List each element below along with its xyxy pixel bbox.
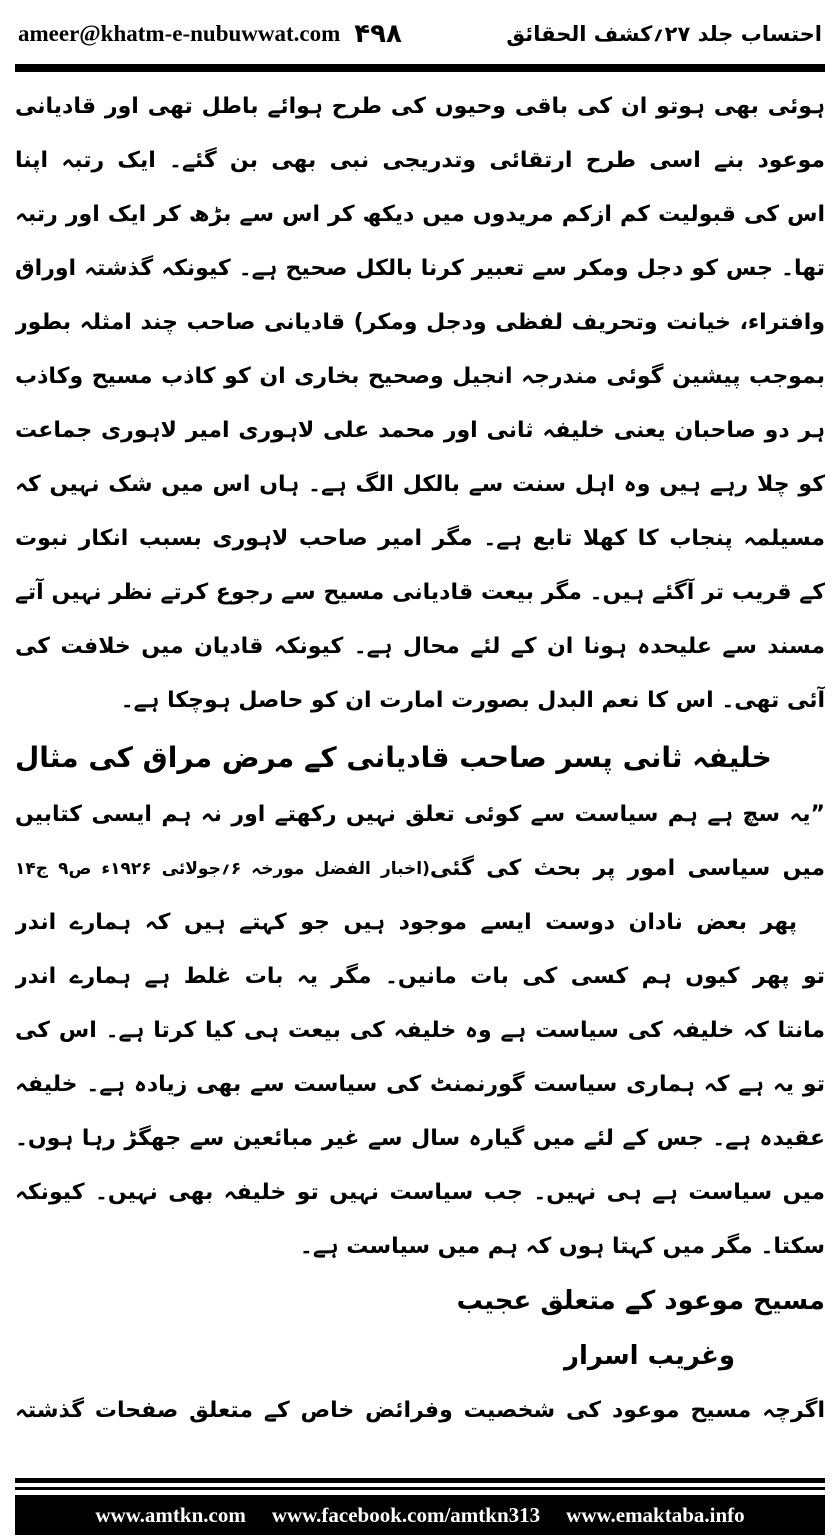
text-line: میں سیاست ہے ہی نہیں۔ جب سیاست نہیں تو خلیفہ بھی نہیں۔ کیونکہ <box>15 1180 825 1205</box>
book-title: احتساب جلد ۲۷؍کشف الحقائق <box>506 22 822 46</box>
text-line: ہوئی بھی ہوتو ان کی باقی وحیوں کی طرح ہوائے باطل تھی اور قادیانی <box>15 94 825 119</box>
text-line: تو یہ ہے کہ ہماری سیاست گورنمنٹ کی سیاست سے بھی زیادہ ہے۔ خلیفہ <box>15 1072 825 1097</box>
header-divider <box>15 64 825 72</box>
text-line: موعود بنے اسی طرح ارتقائی وتدریجی نبی بھی بن گئے۔ ایک رتبہ اپنا <box>15 148 825 173</box>
header-email: ameer@khatm-e-nubuwwat.com <box>18 21 341 46</box>
quote-block <box>15 788 825 896</box>
paragraph-2 <box>15 896 825 1274</box>
text-line: وافتراء، خیانت وتحریف لفظی ودجل ومکر) قادیانی صاحب چند امثلہ بطور <box>15 310 825 335</box>
citation: (اخبار الفضل مورخہ ۶؍جولائی ۱۹۲۶ء ص۹ ج۱۴ <box>15 859 430 879</box>
page-number: ۴۹۸ <box>354 19 402 49</box>
section-heading-2-line-2: وغریب اسرار <box>564 1341 735 1371</box>
text-line: عقیدہ ہے۔ جس کے لئے میں گیارہ سال سے غیر مبائعین سے جھگڑ رہا ہوں۔ <box>15 1126 825 1151</box>
footer-link-emaktaba[interactable]: www.emaktaba.info <box>566 1502 745 1527</box>
footer-divider-thin <box>15 1487 825 1490</box>
text-line: مانتا کہ خلیفہ کی سیاست ہے وہ خلیفہ کی بیعت ہی کیا کرتا ہے۔ اس کی <box>15 1018 825 1043</box>
footer-divider <box>15 1478 825 1483</box>
footer-link-facebook[interactable]: www.facebook.com/amtkn313 <box>271 1502 541 1527</box>
text-line: کے قریب تر آگئے ہیں۔ مگر بیعت قادیانی مسیح سے رجوع کرتے نظر نہیں آتے <box>15 580 825 605</box>
text-line: مسند سے علیحدہ ہونا ان کے لئے محال ہے۔ کیونکہ قادیان میں خلافت کی <box>15 634 825 659</box>
page-body <box>15 80 825 1438</box>
quote-line: ”یہ سچ ہے ہم سیاست سے کوئی تعلق نہیں رکھتے اور نہ ہم ایسی کتابیں <box>15 802 825 827</box>
section-heading-2-line-1: مسیح موعود کے متعلق عجیب <box>456 1286 825 1316</box>
text-line: کو چلا رہے ہیں وہ اہل سنت سے بالکل الگ ہے۔ ہاں اس میں شک نہیں کہ <box>15 472 825 497</box>
footer-link-website[interactable]: www.amtkn.com <box>95 1502 246 1527</box>
text-line: پھر بعض نادان دوست ایسے موجود ہیں جو کہتے ہیں کہ ہمارے اندر <box>15 910 797 935</box>
page-header <box>18 12 822 56</box>
text-line: اس کی قبولیت کم ازکم مریدوں میں دیکھ کر اس سے بڑھ کر ایک اور رتبہ <box>15 202 825 227</box>
quote-line: میں سیاسی امور پر بحث کی گئی <box>429 856 825 881</box>
header-left <box>18 19 402 49</box>
text-line: تو پھر کیوں ہم کسی کی بات مانیں۔ مگر یہ بات غلط ہے ہمارے اندر <box>15 964 825 989</box>
text-line: بموجب پیشین گوئی مندرجہ انجیل وصحیح بخاری ان کو کاذب مسیح وکاذب <box>15 364 825 389</box>
text-line: ہر دو صاحبان یعنی خلیفہ ثانی اور محمد علی لاہوری امیر لاہوری جماعت <box>15 418 825 443</box>
footer-bar <box>15 1495 825 1535</box>
text-line: آئی تھی۔ اس کا نعم البدل بصورت امارت ان کو حاصل ہوچکا ہے۔ <box>120 688 825 713</box>
text-line: مسیلمہ پنجاب کا کھلا تابع ہے۔ مگر امیر صاحب لاہوری بسبب انکار نبوت <box>15 526 825 551</box>
paragraph-1 <box>15 80 825 728</box>
text-line: اگرچہ مسیح موعود کی شخصیت وفرائض خاص کے متعلق صفحات گذشتہ <box>15 1398 825 1423</box>
text-line: تھا۔ جس کو دجل ومکر سے تعبیر کرنا بالکل صحیح ہے۔ کیونکہ گذشتہ اوراق <box>15 256 825 281</box>
text-line: سکتا۔ مگر میں کہتا ہوں کہ ہم میں سیاست ہے۔ <box>299 1234 825 1259</box>
quote-citation-row <box>15 842 825 896</box>
section-heading: خلیفہ ثانی پسر صاحب قادیانی کے مرض مراق کی مثال <box>15 741 772 774</box>
